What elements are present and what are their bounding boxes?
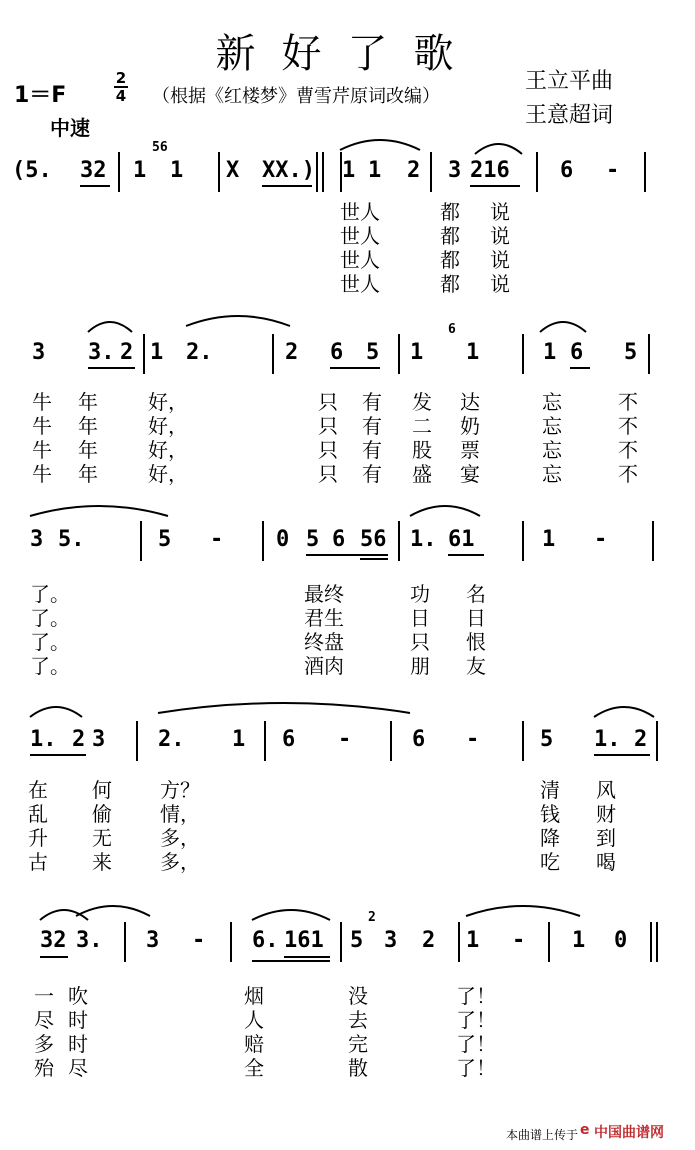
note: 32: [80, 158, 107, 183]
lyric-word: 说: [490, 224, 510, 248]
note: 1: [543, 340, 557, 365]
note: 5: [306, 527, 320, 552]
note: 61: [448, 527, 475, 552]
note: 1: [133, 158, 147, 183]
note: 1: [542, 527, 556, 552]
note: 2: [72, 727, 86, 752]
lyric-word: 吹: [68, 984, 88, 1008]
lyric-word: 了！: [456, 1032, 496, 1056]
note: 32: [40, 928, 67, 953]
lyric-word: 不: [618, 390, 638, 414]
lyric-word: 风: [596, 778, 616, 802]
lyric-word: 都: [440, 200, 460, 224]
note: 3.: [88, 340, 115, 365]
lyric-word: 名: [466, 582, 486, 606]
lyric-word: 只: [318, 462, 338, 486]
note: -: [192, 928, 206, 953]
lyric-word: 了。: [30, 630, 70, 654]
meter-top: 2: [115, 69, 127, 87]
note: 2: [422, 928, 436, 953]
lyric-word: 忘: [542, 462, 562, 486]
lyric-word: 年: [78, 390, 98, 414]
lyric-word: 忘: [542, 390, 562, 414]
lyric-word: 只: [410, 630, 430, 654]
lyric-word: 说: [490, 248, 510, 272]
lyric-word: 了！: [456, 1008, 496, 1032]
lyric-word: 降: [540, 826, 560, 850]
lyric-word: 牛: [32, 438, 52, 462]
lyric-word: 情，: [160, 802, 200, 826]
note: 1: [150, 340, 164, 365]
note: 1: [572, 928, 586, 953]
note: 1: [410, 340, 424, 365]
lyric-word: 有: [362, 438, 382, 462]
lyric-word: 牛: [32, 414, 52, 438]
slur-arc: [186, 316, 290, 326]
lyric-word: 说: [490, 272, 510, 296]
lyric-word: 世人: [340, 248, 380, 272]
lyric-word: 好，: [148, 414, 188, 438]
lyric-word: 有: [362, 462, 382, 486]
note: 1: [466, 928, 480, 953]
lyric-word: 年: [78, 414, 98, 438]
note: 3.: [76, 928, 103, 953]
note: 2.: [158, 727, 185, 752]
note: 6: [412, 727, 426, 752]
lyric-word: 年: [78, 438, 98, 462]
note: 5: [158, 527, 172, 552]
slur-arc: [594, 707, 654, 717]
lyric-word: 一: [34, 984, 54, 1008]
note: 5: [366, 340, 380, 365]
note: 5.: [58, 527, 85, 552]
slur-arc: [540, 322, 586, 332]
note: 1.: [594, 727, 621, 752]
lyric-word: 不: [618, 438, 638, 462]
slur-arc: [410, 506, 480, 516]
lyric-word: 多，: [160, 850, 200, 874]
slur-arc: [252, 910, 330, 920]
lyric-word: 了。: [30, 582, 70, 606]
lyric-word: 在: [28, 778, 48, 802]
lyric-word: 了。: [30, 654, 70, 678]
lyric-word: 奶: [460, 414, 480, 438]
note: 3: [448, 158, 462, 183]
lyric-word: 股: [412, 438, 432, 462]
lyric-word: 无: [92, 826, 112, 850]
lyric-word: 日: [410, 606, 430, 630]
lyric-word: 多: [34, 1032, 54, 1056]
lyricist-credit: 王意超词: [525, 103, 614, 128]
lyric-word: 忘: [542, 438, 562, 462]
lyric-word: 去: [348, 1008, 368, 1032]
note: 1: [466, 340, 480, 365]
key-signature: 1＝F: [14, 83, 67, 108]
lyric-word: 没: [348, 984, 368, 1008]
meter-bottom: 4: [115, 87, 127, 105]
lyric-word: 只: [318, 414, 338, 438]
note: 3: [146, 928, 160, 953]
lyric-word: 古: [28, 850, 48, 874]
lyric-word: 忘: [542, 414, 562, 438]
slur-arc: [30, 506, 168, 516]
lyric-word: 时: [68, 1008, 88, 1032]
note: 2: [634, 727, 648, 752]
note: 1.: [30, 727, 57, 752]
note: -: [606, 158, 620, 183]
slur-arc: [340, 140, 420, 150]
lyric-word: 日: [466, 606, 486, 630]
lyric-word: 散: [348, 1056, 368, 1080]
composer-credit: 王立平曲: [525, 69, 614, 94]
note: (5.: [12, 158, 52, 183]
lyric-word: 只: [318, 390, 338, 414]
lyric-word: 牛: [32, 462, 52, 486]
lyric-word: 乱: [28, 802, 48, 826]
lyric-word: 烟: [244, 984, 264, 1008]
note: X: [226, 158, 240, 183]
slur-arc: [88, 322, 132, 332]
note: 1: [368, 158, 382, 183]
site-name: 中国曲谱网: [594, 1125, 664, 1141]
lyric-word: 殆: [34, 1056, 54, 1080]
lyric-word: 来: [92, 850, 112, 874]
lyric-word: 君生: [304, 606, 344, 630]
lyric-word: 人: [244, 1008, 264, 1032]
lyric-word: 不: [618, 414, 638, 438]
note: 6: [570, 340, 584, 365]
lyric-word: 都: [440, 248, 460, 272]
lyric-word: 票: [460, 438, 480, 462]
lyric-word: 财: [596, 802, 616, 826]
lyric-word: 好，: [148, 462, 188, 486]
lyric-word: 何: [92, 778, 112, 802]
lyric-word: 都: [440, 272, 460, 296]
note: 6: [332, 527, 346, 552]
lyric-word: 了！: [456, 1056, 496, 1080]
note: 161: [284, 928, 324, 953]
note: 216: [470, 158, 510, 183]
note: 2: [120, 340, 134, 365]
note: 3: [32, 340, 46, 365]
lyric-word: 时: [68, 1032, 88, 1056]
lyric-word: 吃: [540, 850, 560, 874]
note: -: [210, 527, 224, 552]
lyric-word: 盛: [412, 462, 432, 486]
note: 6: [282, 727, 296, 752]
lyric-word: 都: [440, 224, 460, 248]
note: XX.): [262, 158, 315, 183]
lyric-word: 达: [460, 390, 480, 414]
slur-arc: [158, 703, 410, 713]
note: 6: [330, 340, 344, 365]
lyric-word: 二: [412, 414, 432, 438]
lyric-word: 不: [618, 462, 638, 486]
note: 0: [614, 928, 628, 953]
note: 6.: [252, 928, 279, 953]
note: 3: [92, 727, 106, 752]
adaptation-note: （根据《红楼梦》曹雪芹原词改编）: [152, 86, 440, 107]
note: 1: [342, 158, 356, 183]
note: 3: [30, 527, 44, 552]
slur-arc: [40, 910, 88, 920]
lyric-word: 有: [362, 390, 382, 414]
note: 1: [232, 727, 246, 752]
lyric-word: 恨: [466, 630, 486, 654]
lyric-word: 终盘: [304, 630, 344, 654]
lyric-word: 了。: [30, 606, 70, 630]
tempo-marking: 中速: [50, 116, 90, 140]
slur-arc: [466, 906, 580, 916]
lyric-word: 到: [596, 826, 616, 850]
note: 1.: [410, 527, 437, 552]
lyric-word: 友: [466, 654, 486, 678]
lyric-word: 只: [318, 438, 338, 462]
lyric-word: 牛: [32, 390, 52, 414]
site-logo-icon: e: [580, 1122, 590, 1138]
lyric-word: 好，: [148, 390, 188, 414]
slur-arc: [475, 144, 522, 154]
lyric-word: 了！: [456, 984, 496, 1008]
note: 2.: [186, 340, 213, 365]
note: 3: [384, 928, 398, 953]
note: -: [338, 727, 352, 752]
lyric-word: 有: [362, 414, 382, 438]
lyric-word: 说: [490, 200, 510, 224]
note: 0: [276, 527, 290, 552]
slur-arc: [30, 707, 82, 717]
note: 56: [360, 527, 387, 552]
lyric-word: 升: [28, 826, 48, 850]
lyric-word: 尽: [68, 1056, 88, 1080]
grace-note: 6: [448, 322, 456, 337]
lyric-word: 赔: [244, 1032, 264, 1056]
lyric-word: 最终: [304, 582, 344, 606]
lyric-word: 酒肉: [304, 654, 344, 678]
lyric-word: 偷: [92, 802, 112, 826]
note: 5: [624, 340, 638, 365]
note: -: [594, 527, 608, 552]
lyric-word: 喝: [596, 850, 616, 874]
lyric-word: 钱: [540, 802, 560, 826]
lyric-word: 世人: [340, 200, 380, 224]
lyric-word: 发: [412, 390, 432, 414]
lyric-word: 尽: [34, 1008, 54, 1032]
lyric-word: 全: [244, 1056, 264, 1080]
upload-note: 本曲谱上传于: [506, 1128, 579, 1142]
lyric-word: 好，: [148, 438, 188, 462]
lyric-word: 方？: [160, 778, 200, 802]
note: 5: [540, 727, 554, 752]
lyric-word: 朋: [410, 654, 430, 678]
note: -: [466, 727, 480, 752]
note: 5: [350, 928, 364, 953]
note: 2: [407, 158, 421, 183]
lyric-word: 功: [410, 582, 430, 606]
note: -: [512, 928, 526, 953]
lyric-word: 清: [540, 778, 560, 802]
lyric-word: 世人: [340, 272, 380, 296]
lyric-word: 多，: [160, 826, 200, 850]
song-title: 新好了歌: [215, 31, 480, 77]
grace-note: 2: [368, 910, 376, 925]
lyric-word: 年: [78, 462, 98, 486]
slur-arc: [76, 906, 150, 916]
note: 1: [170, 158, 184, 183]
grace-note: 56: [152, 140, 168, 155]
lyric-word: 宴: [460, 462, 480, 486]
lyric-word: 完: [348, 1032, 368, 1056]
lyric-word: 世人: [340, 224, 380, 248]
note: 2: [285, 340, 299, 365]
note: 6: [560, 158, 574, 183]
